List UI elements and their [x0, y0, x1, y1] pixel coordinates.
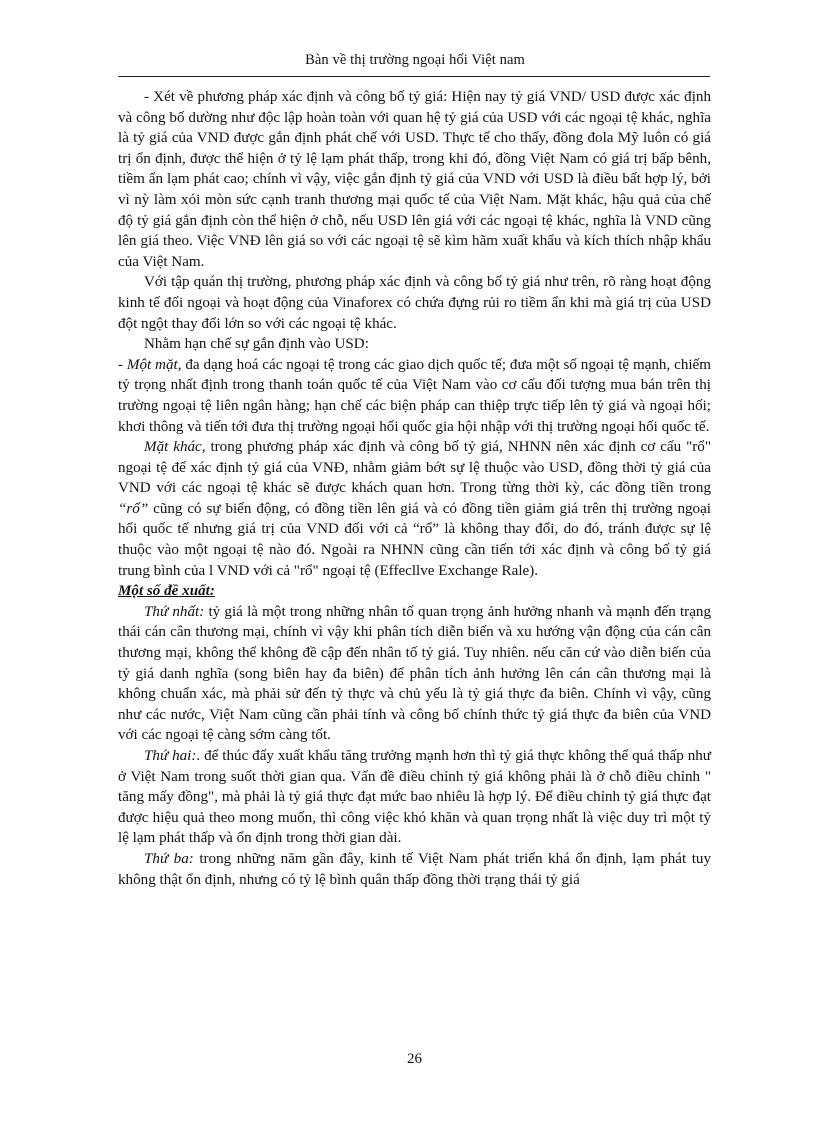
- paragraph-other-hand: [118, 437, 711, 581]
- text-other-hand-2: cũng có sự biến động, có đồng tiền lên giá và có đồng tiền giảm giá trên thị trường ngoại hối quốc tế nhưng giá trị của VND đối với cả “rổ” là không thay đổi, do đó, tránh được sự lệ thuộc vào một ngoại tệ nào đó. Ngoài ra NHNN cũng cần tiến tới xác định và công bố tỷ giá trung bình của l VND với cả "rổ" ngoại tệ (Effecllve Exchange Rale).: [118, 500, 711, 579]
- paragraph-limit-usd-peg: Nhằm hạn chế sự gắn định vào USD:: [144, 336, 369, 353]
- paragraph-third-proposal: [118, 849, 711, 890]
- paragraph-second-proposal: [118, 746, 711, 849]
- lead-third: Thứ ba:: [144, 850, 194, 867]
- running-header: Bàn về thị trường ngoại hối Việt nam: [305, 52, 525, 68]
- header-rule: [118, 76, 710, 77]
- paragraph-one-hand: [118, 355, 711, 437]
- text-second: . để thúc đẩy xuất khẩu tăng trưởng mạnh hơn thì tỷ giá thực không thể quá thấp như ở Việt Nam trong suốt thời gian qua. Vấn đề điều chỉnh tỷ giá không phải là ở chỗ điều chỉnh " tăng mấy đồng", mà phải là tỷ giá thực đạt mức bao nhiêu là hợp lý. Để điều chỉnh tỷ giá thực đạt được hiệu quả theo mong muốn, thì công việc khó khăn và quan trọng nhất là việc duy trì một tỷ lệ lạm phát thấp và ổn định trong thời gian dài.: [118, 748, 711, 847]
- lead-second: Thứ hai:: [144, 748, 197, 764]
- lead-other-hand: Mặt khác,: [144, 439, 206, 456]
- paragraph-market-risk: Với tập quán thị trường, phương pháp xác định và công bố tỷ giá như trên, rõ ràng hoạt động kinh tế đối ngoại và hoạt động của Vinaforex có chứa đựng rủi ro tiềm ẩn khi mà giá trị của USD đột ngột thay đổi lớn so với các ngoại tệ khác.: [118, 274, 711, 332]
- lead-first: Thứ nhất:: [144, 603, 205, 620]
- paragraph-exchange-rate-method: - Xét về phương pháp xác định và công bố tỷ giá: Hiện nay tỷ giá VND/ USD được xác định và công bố dường như độc lập hoàn toàn với quan hệ tỷ giá của USD với các ngoại tệ khác, nghĩa là tỷ giá của VND được gắn định phát chế với USD. Thực tế cho thấy, đồng đola Mỹ luôn có giá trị ổn định, được thể hiện ở tỷ lệ lạm phát thấp, trong khi đó, đồng Việt Nam có giá trị bấp bênh, tiềm ẩn lạm phát cao; chính vì vậy, việc gắn định tỷ giá của VND với USD là điều bất hợp lý, bởi vì nỳ làm xói mòn sức cạnh tranh thương mại quốc tế của Việt Nam. Mặt khác, hậu quả của chế độ tỷ giá gắn định còn thể hiện ở chỗ, nếu USD lên giá với các ngoại tệ khác, nghĩa là VND cũng lên giá theo. Việc VNĐ lên giá so với các ngoại tệ sẽ kìm hãm xuất khẩu và kích thích nhập khẩu của Việt Nam.: [118, 89, 711, 270]
- quote-basket: “rổ”: [118, 500, 149, 517]
- lead-one-hand: - Một mặt,: [118, 356, 182, 373]
- paragraph-first-proposal: [118, 602, 711, 746]
- document-body: [118, 87, 711, 890]
- text-one-hand: đa dạng hoá các ngoại tệ trong các giao dịch quốc tế; đưa một số ngoại tệ mạnh, chiếm tỷ trọng nhất định trong thanh toán quốc tế của Việt Nam vào cơ cấu đối tượng mua bán trên thị trường ngoại tệ liên ngân hàng; hạn chế các biện pháp can thiệp trực tiếp lên tỷ giá và ngoại hối; khơi thông và tiến tới đưa thị trường ngoại hối quốc gia hội nhập với thị trường ngoại hối quốc tế.: [118, 356, 711, 435]
- page-number: 26: [407, 1051, 422, 1067]
- text-other-hand-1: trong phương pháp xác định và công bố tỷ giá, NHNN nên xác định cơ cấu "rổ" ngoại tệ để xác định tỷ giá của VNĐ, nhằm giảm bớt sự lệ thuộc vào USD, đồng thời tỷ giá của VND với các ngoại tệ khác sẽ được khách quan hơn. Trong từng thời kỳ, các đồng tiền trong: [118, 439, 711, 497]
- text-third: trong những năm gần đây, kinh tế Việt Nam phát triển khá ổn định, lạm phát tuy không thật ổn định, nhưng có tỷ lệ bình quân thấp đồng thời trạng thái tỷ giá: [118, 850, 711, 888]
- section-heading-proposals: Một số đề xuất:: [118, 583, 215, 600]
- text-first: tỷ giá là một trong những nhân tố quan trọng ảnh hưởng nhanh và mạnh đến trạng thái cán cân thương mại, chính vì vậy khi phân tích diễn biến và xu hướng vận động của cán cân thương mại, không thể không đề cập đến nhân tố tỷ giá. Tuy nhiên. nếu căn cứ vào diễn biến của tỷ giá danh nghĩa (song biên hay đa biên) để phân tích ảnh hưởng lên cán cân thương mại là không chuẩn xác, mà phải sử đến tỷ thực và chủ yếu là tỷ giá thực đa biên. Chính vì vậy, cũng như các nước, Việt Nam cũng cần phải tính và công bố chính thức tỷ giá thực đa biên của VND với các ngoại tệ càng sớm càng tốt.: [118, 603, 711, 744]
